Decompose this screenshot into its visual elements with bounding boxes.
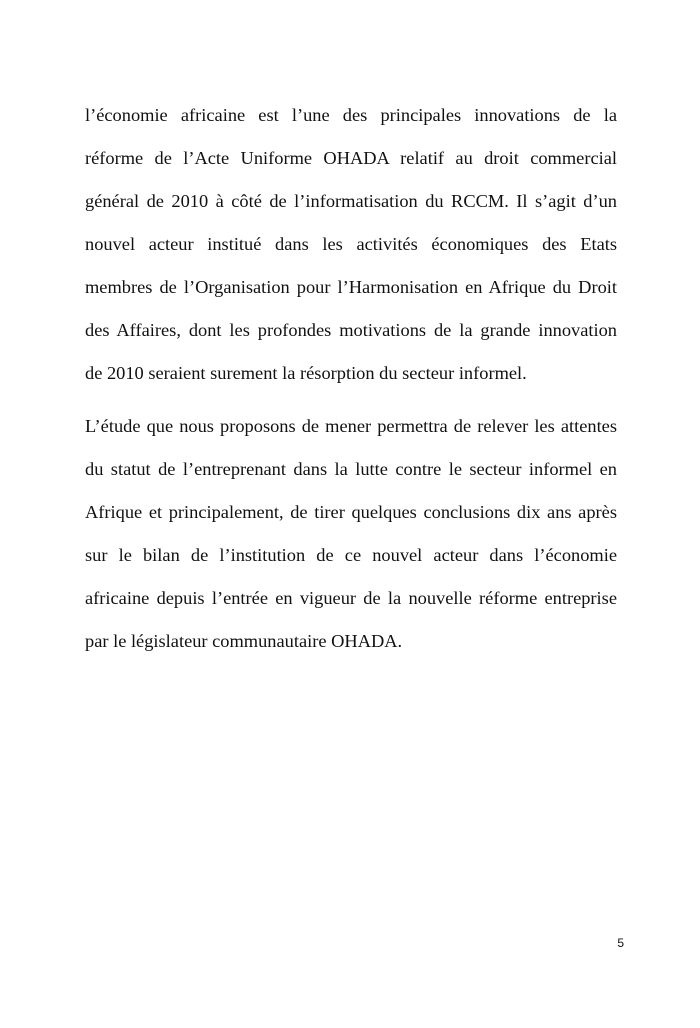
text-line: L’étude que nous proposons de mener permettra de relever les attentes <box>85 416 617 436</box>
text-line: africaine depuis l’entrée en vigueur de la nouvelle réforme entreprise <box>85 588 617 608</box>
page-number: 5 <box>617 936 624 950</box>
text-line: des Affaires, dont les profondes motivations de la grande innovation <box>85 320 617 340</box>
text-line: nouvel acteur institué dans les activités économiques des Etats <box>85 234 617 254</box>
text-line: l’économie africaine est l’une des principales innovations de la <box>85 105 617 125</box>
text-line: sur le bilan de l’institution de ce nouvel acteur dans l’économie <box>85 545 617 565</box>
text-line: réforme de l’Acte Uniforme OHADA relatif au droit commercial <box>85 148 617 168</box>
text-line: de 2010 seraient surement la résorption du secteur informel. <box>85 363 527 383</box>
text-line: par le législateur communautaire OHADA. <box>85 631 403 651</box>
text-line: du statut de l’entreprenant dans la lutte contre le secteur informel en <box>85 459 617 479</box>
text-line: général de 2010 à côté de l’informatisation du RCCM. Il s’agit d’un <box>85 191 617 211</box>
text-line: Afrique et principalement, de tirer quelques conclusions dix ans après <box>85 502 617 522</box>
text-line: membres de l’Organisation pour l’Harmonisation en Afrique du Droit <box>85 277 617 297</box>
